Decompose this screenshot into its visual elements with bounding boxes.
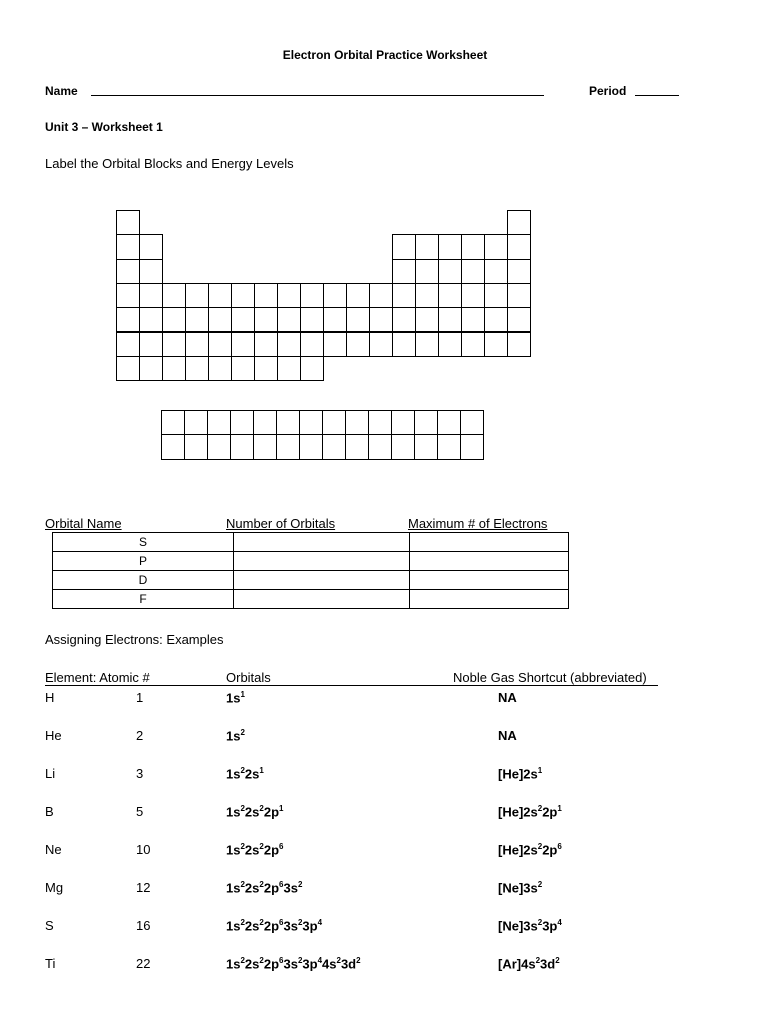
periodic-cell bbox=[208, 283, 232, 308]
table-row bbox=[53, 552, 569, 571]
atomic-number: 3 bbox=[136, 766, 144, 781]
f-block-cell bbox=[345, 410, 369, 435]
periodic-cell bbox=[185, 332, 209, 357]
periodic-cell bbox=[116, 283, 140, 308]
f-block-cell bbox=[368, 434, 392, 459]
atomic-number: 10 bbox=[136, 842, 151, 857]
name-field-line[interactable] bbox=[91, 95, 544, 96]
noble-gas-shortcut: $[Ne]3s^2$ bbox=[498, 880, 543, 896]
periodic-cell bbox=[277, 283, 301, 308]
f-block-cell bbox=[368, 410, 392, 435]
periodic-cell bbox=[461, 307, 485, 332]
periodic-cell bbox=[484, 307, 508, 332]
periodic-cell bbox=[346, 283, 370, 308]
periodic-cell bbox=[116, 356, 140, 381]
number-of-orbitals-cell[interactable] bbox=[234, 590, 410, 609]
f-block-cell bbox=[437, 410, 461, 435]
periodic-cell bbox=[254, 356, 278, 381]
atomic-number: 12 bbox=[136, 880, 151, 895]
periodic-cell bbox=[507, 234, 531, 259]
periodic-cell bbox=[116, 234, 140, 259]
orbital-name-cell: P bbox=[53, 552, 234, 571]
f-block-cell bbox=[460, 410, 484, 435]
periodic-cell bbox=[392, 307, 416, 332]
table-row bbox=[53, 571, 569, 590]
periodic-cell bbox=[507, 307, 531, 332]
periodic-cell bbox=[461, 234, 485, 259]
f-block-cell bbox=[207, 434, 231, 459]
element-symbol: B bbox=[45, 804, 54, 819]
noble-gas-shortcut: $[He]2s^1$ bbox=[498, 766, 543, 782]
periodic-cell bbox=[507, 332, 531, 357]
name-label: Name bbox=[45, 84, 78, 98]
periodic-cell bbox=[392, 332, 416, 357]
f-block-cell bbox=[184, 434, 208, 459]
instruction-text: Label the Orbital Blocks and Energy Levels bbox=[45, 156, 294, 171]
periodic-cell bbox=[323, 332, 347, 357]
element-symbol: Ti bbox=[45, 956, 56, 971]
f-block-cell bbox=[253, 410, 277, 435]
f-block-cell bbox=[299, 434, 323, 459]
max-electrons-cell[interactable] bbox=[410, 533, 569, 552]
periodic-cell bbox=[507, 283, 531, 308]
periodic-cell bbox=[484, 234, 508, 259]
f-block-cell bbox=[253, 434, 277, 459]
periodic-cell bbox=[438, 332, 462, 357]
f-block-cell bbox=[391, 434, 415, 459]
max-electrons-header: Maximum # of Electrons bbox=[408, 516, 548, 531]
orbital-configuration: $1s^22s^22p^63s^23p^44s^23d^2$ bbox=[226, 956, 361, 972]
periodic-cell bbox=[185, 307, 209, 332]
f-block-cell bbox=[322, 410, 346, 435]
periodic-cell bbox=[116, 210, 140, 235]
number-of-orbitals-cell[interactable] bbox=[234, 571, 410, 590]
f-block-cell bbox=[276, 410, 300, 435]
periodic-cell bbox=[438, 259, 462, 284]
periodic-cell bbox=[208, 307, 232, 332]
f-block-cell bbox=[299, 410, 323, 435]
periodic-cell bbox=[208, 332, 232, 357]
table-row bbox=[53, 590, 569, 609]
f-block-cell bbox=[184, 410, 208, 435]
periodic-cell bbox=[392, 259, 416, 284]
orbital-name-cell: D bbox=[53, 571, 234, 590]
periodic-cell bbox=[162, 307, 186, 332]
periodic-cell bbox=[116, 332, 140, 357]
periodic-cell bbox=[415, 307, 439, 332]
periodic-cell bbox=[254, 283, 278, 308]
orbital-configuration: $1s^22s^22p^63s^23p^4$ bbox=[226, 918, 323, 934]
noble-gas-shortcut: $[Ar]4s^23d^2$ bbox=[498, 956, 560, 972]
periodic-cell bbox=[438, 307, 462, 332]
period-label: Period bbox=[589, 84, 627, 98]
orbital-configuration: $1s^22s^1$ bbox=[226, 766, 264, 782]
periodic-cell bbox=[300, 283, 324, 308]
periodic-cell bbox=[139, 307, 163, 332]
periodic-cell bbox=[438, 234, 462, 259]
element-symbol: S bbox=[45, 918, 54, 933]
periodic-cell bbox=[162, 332, 186, 357]
periodic-cell bbox=[392, 283, 416, 308]
periodic-cell bbox=[300, 356, 324, 381]
atomic-number: 2 bbox=[136, 728, 144, 743]
element-symbol: Mg bbox=[45, 880, 64, 895]
header-underline bbox=[45, 685, 658, 686]
orbital-table bbox=[52, 532, 569, 609]
periodic-cell bbox=[231, 307, 255, 332]
periodic-cell bbox=[346, 307, 370, 332]
periodic-cell bbox=[369, 332, 393, 357]
period-field-line[interactable] bbox=[635, 95, 679, 96]
f-block-cell bbox=[161, 410, 185, 435]
periodic-cell bbox=[415, 283, 439, 308]
element-symbol: H bbox=[45, 690, 55, 705]
orbital-configuration: $1s^1$ bbox=[226, 690, 245, 706]
number-of-orbitals-cell[interactable] bbox=[234, 533, 410, 552]
periodic-cell bbox=[231, 283, 255, 308]
periodic-cell bbox=[277, 307, 301, 332]
noble-gas-shortcut: $[Ne]3s^23p^4$ bbox=[498, 918, 562, 934]
orbital-configuration: $1s^22s^22p^6$ bbox=[226, 842, 284, 858]
orbital-name-header: Orbital Name bbox=[45, 516, 122, 531]
periodic-cell bbox=[438, 283, 462, 308]
periodic-cell bbox=[231, 356, 255, 381]
orbital-configuration: $1s^2$ bbox=[226, 728, 245, 744]
orbitals-header: Orbitals bbox=[226, 670, 271, 685]
assigning-heading: Assigning Electrons: Examples bbox=[45, 632, 224, 647]
f-block-cell bbox=[414, 410, 438, 435]
max-electrons-cell[interactable] bbox=[410, 552, 569, 571]
f-block-cell bbox=[437, 434, 461, 459]
element-symbol: Ne bbox=[45, 842, 62, 857]
max-electrons-cell[interactable] bbox=[410, 590, 569, 609]
f-block-cell bbox=[276, 434, 300, 459]
periodic-cell bbox=[484, 332, 508, 357]
number-of-orbitals-cell[interactable] bbox=[234, 552, 410, 571]
periodic-cell bbox=[116, 259, 140, 284]
periodic-cell bbox=[346, 332, 370, 357]
periodic-cell bbox=[461, 259, 485, 284]
periodic-cell bbox=[484, 283, 508, 308]
f-block-cell bbox=[322, 434, 346, 459]
periodic-cell bbox=[277, 356, 301, 381]
periodic-cell bbox=[185, 283, 209, 308]
periodic-cell bbox=[139, 259, 163, 284]
periodic-cell bbox=[116, 307, 140, 332]
periodic-cell bbox=[139, 283, 163, 308]
f-block-cell bbox=[207, 410, 231, 435]
periodic-cell bbox=[162, 356, 186, 381]
unit-heading: Unit 3 – Worksheet 1 bbox=[45, 120, 163, 134]
periodic-cell bbox=[323, 307, 347, 332]
element-symbol: He bbox=[45, 728, 62, 743]
noble-gas-header: Noble Gas Shortcut (abbreviated) bbox=[453, 670, 647, 685]
periodic-cell bbox=[461, 332, 485, 357]
f-block-cell bbox=[391, 410, 415, 435]
noble-gas-shortcut: $[He]2s^22p^1$ bbox=[498, 804, 562, 820]
f-block-cell bbox=[414, 434, 438, 459]
periodic-cell bbox=[139, 332, 163, 357]
noble-gas-shortcut: NA bbox=[498, 728, 517, 743]
periodic-cell bbox=[162, 283, 186, 308]
periodic-cell bbox=[208, 356, 232, 381]
f-block-cell bbox=[460, 434, 484, 459]
atomic-number: 22 bbox=[136, 956, 151, 971]
atomic-number: 5 bbox=[136, 804, 144, 819]
periodic-cell bbox=[231, 332, 255, 357]
max-electrons-cell[interactable] bbox=[410, 571, 569, 590]
orbital-configuration: $1s^22s^22p^63s^2$ bbox=[226, 880, 303, 896]
periodic-cell bbox=[415, 234, 439, 259]
orbital-name-cell: F bbox=[53, 590, 234, 609]
periodic-cell bbox=[369, 283, 393, 308]
number-of-orbitals-header: Number of Orbitals bbox=[226, 516, 336, 531]
periodic-cell bbox=[415, 332, 439, 357]
periodic-cell bbox=[277, 332, 301, 357]
periodic-cell bbox=[185, 356, 209, 381]
periodic-cell bbox=[415, 259, 439, 284]
element-header: Element: Atomic # bbox=[45, 670, 150, 685]
periodic-cell bbox=[369, 307, 393, 332]
periodic-cell bbox=[300, 307, 324, 332]
periodic-cell bbox=[461, 283, 485, 308]
noble-gas-shortcut: NA bbox=[498, 690, 517, 705]
orbital-configuration: $1s^22s^22p^1$ bbox=[226, 804, 284, 820]
atomic-number: 16 bbox=[136, 918, 151, 933]
periodic-cell bbox=[139, 234, 163, 259]
periodic-cell bbox=[254, 332, 278, 357]
noble-gas-shortcut: $[He]2s^22p^6$ bbox=[498, 842, 562, 858]
f-block-cell bbox=[230, 434, 254, 459]
table-row bbox=[53, 533, 569, 552]
worksheet-title: Electron Orbital Practice Worksheet bbox=[282, 48, 488, 62]
periodic-cell bbox=[507, 259, 531, 284]
periodic-cell bbox=[507, 210, 531, 235]
f-block-cell bbox=[345, 434, 369, 459]
f-block-cell bbox=[161, 434, 185, 459]
periodic-cell bbox=[484, 259, 508, 284]
atomic-number: 1 bbox=[136, 690, 144, 705]
periodic-cell bbox=[300, 332, 324, 357]
element-symbol: Li bbox=[45, 766, 56, 781]
periodic-cell bbox=[392, 234, 416, 259]
periodic-cell bbox=[323, 283, 347, 308]
orbital-name-cell: S bbox=[53, 533, 234, 552]
f-block-cell bbox=[230, 410, 254, 435]
periodic-cell bbox=[254, 307, 278, 332]
periodic-cell bbox=[139, 356, 163, 381]
